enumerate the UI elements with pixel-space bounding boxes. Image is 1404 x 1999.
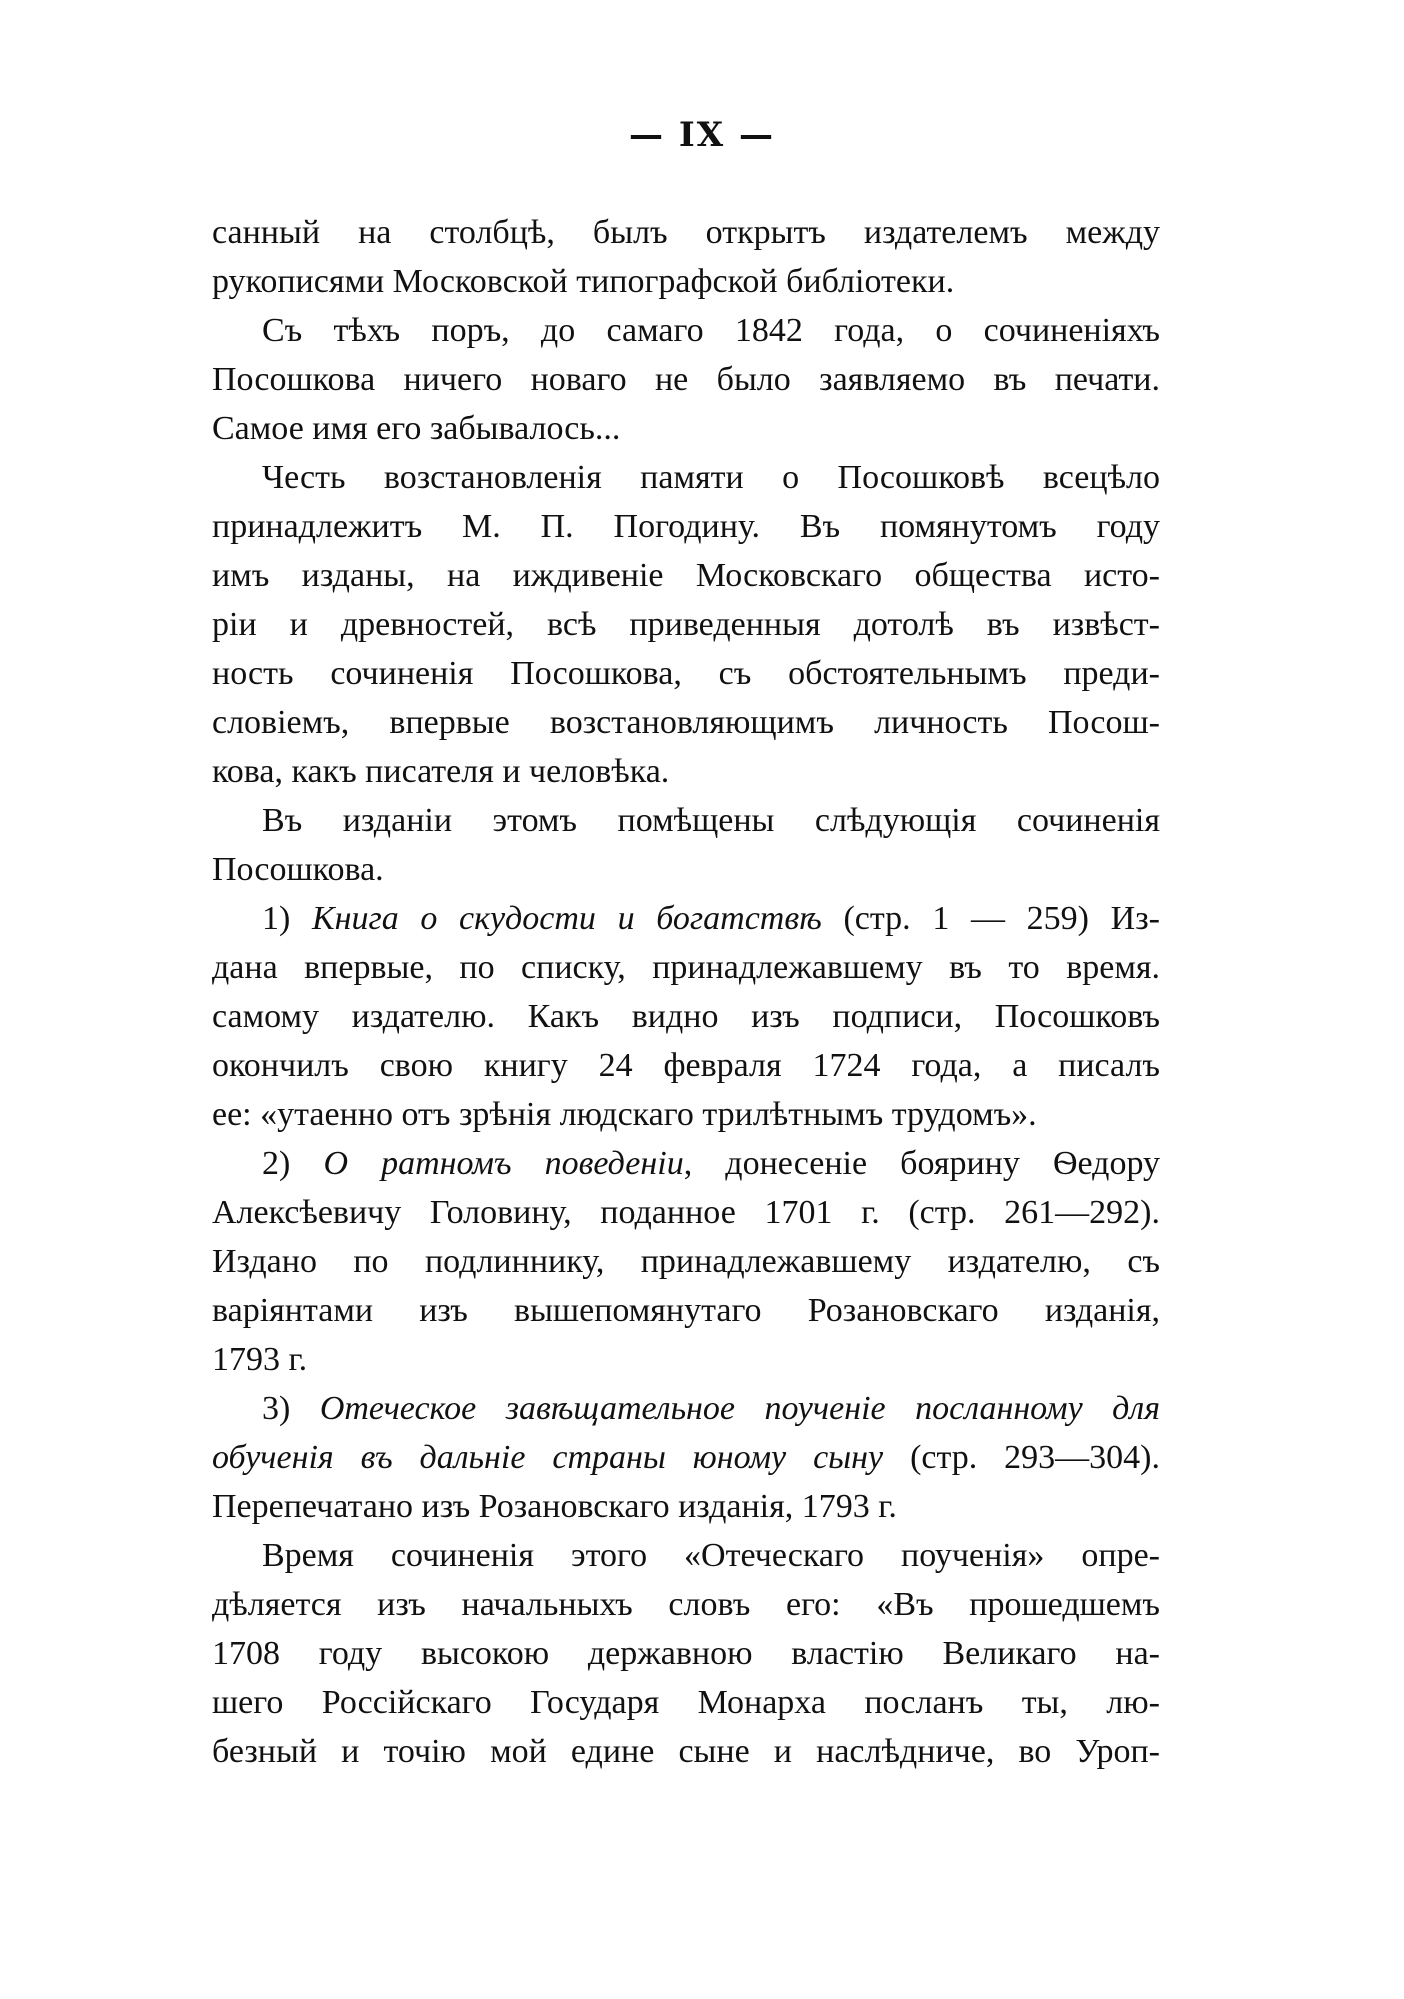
page-number: — IX — xyxy=(629,115,775,155)
work-title: Отеческое завѣщательное поученіе посланному для xyxy=(319,1390,1161,1427)
item-number: 3) xyxy=(262,1390,320,1427)
text-line: шего Россійскаго Государя Монарха посланъ ты, лю- xyxy=(212,1684,1160,1721)
text-line: Самое имя его забывалось... xyxy=(212,410,621,447)
text-line: Съ тѣхъ поръ, до самаго 1842 года, о сочиненіяхъ xyxy=(262,312,1160,349)
text-line xyxy=(212,1139,1160,1188)
text-line: принадлежитъ М. П. Погодину. Въ помянутомъ году xyxy=(212,508,1160,545)
text-line: ее: «утаенно отъ зрѣнія людскаго трилѣтнымъ трудомъ». xyxy=(212,1096,1037,1133)
text-line: окончилъ свою книгу 24 февраля 1724 года, а писалъ xyxy=(212,1047,1160,1084)
text-fragment: (стр. 1 — 259) Из- xyxy=(821,900,1160,937)
item-number: 2) xyxy=(262,1145,324,1182)
text-line: ность сочиненія Посошкова, съ обстоятельнымъ преди- xyxy=(212,655,1160,692)
text-line: Алексѣевичу Головину, поданное 1701 г. (стр. 261—292). xyxy=(212,1194,1160,1231)
text-line: санный на столбцѣ, былъ открытъ издателемъ между xyxy=(212,214,1160,251)
item-number: 1) xyxy=(262,900,312,937)
text-line: ріи и древностей, всѣ приведенныя дотолѣ въ извѣст- xyxy=(212,606,1160,643)
text-line xyxy=(212,1384,1160,1433)
text-line: дана впервые, по списку, принадлежавшему въ то время. xyxy=(212,949,1160,986)
work-title: О ратномъ поведеніи xyxy=(323,1145,684,1182)
text-line: рукописями Московской типографской библіотеки. xyxy=(212,263,955,300)
text-line: 1793 г. xyxy=(212,1341,308,1378)
text-line xyxy=(212,1433,1160,1482)
text-line xyxy=(212,894,1160,943)
text-line: Перепечатано изъ Розановскаго изданія, 1793 г. xyxy=(212,1488,897,1525)
text-line: безный и точію мой едине сыне и наслѣдниче, во Уроп- xyxy=(212,1733,1160,1770)
text-line: Въ изданіи этомъ помѣщены слѣдующія сочиненія xyxy=(262,802,1160,839)
work-title: обученія въ дальніе страны юному сыну xyxy=(212,1439,884,1476)
text-fragment: (стр. 293—304). xyxy=(883,1439,1160,1476)
text-line: 1708 году высокою державною властію Великаго на- xyxy=(212,1635,1160,1672)
text-line: варіянтами изъ вышепомянутаго Розановскаго изданія, xyxy=(212,1292,1160,1329)
text-line: Посошкова. xyxy=(212,851,384,888)
text-line: Издано по подлиннику, принадлежавшему издателю, съ xyxy=(212,1243,1160,1280)
text-line: имъ изданы, на иждивеніе Московскаго общества исто- xyxy=(212,557,1160,594)
text-line: Честь возстановленія памяти о Посошковѣ всецѣло xyxy=(262,459,1160,496)
text-line: Время сочиненія этого «Отеческаго поученія» опре- xyxy=(262,1537,1160,1574)
text-line: словіемъ, впервые возстановляющимъ личность Посош- xyxy=(212,704,1160,741)
text-line: самому издателю. Какъ видно изъ подписи, Посошковъ xyxy=(212,998,1160,1035)
text-line: дѣляется изъ начальныхъ словъ его: «Въ прошедшемъ xyxy=(212,1586,1160,1623)
work-title: Книга о скудости и богатствѣ xyxy=(312,900,822,937)
body-text xyxy=(212,208,1160,1776)
text-line: Посошкова ничего новаго не было заявляемо въ печати. xyxy=(212,361,1160,398)
text-line: кова, какъ писателя и человѣка. xyxy=(212,753,670,790)
text-fragment: , донесеніе боярину Ѳедору xyxy=(683,1145,1161,1182)
